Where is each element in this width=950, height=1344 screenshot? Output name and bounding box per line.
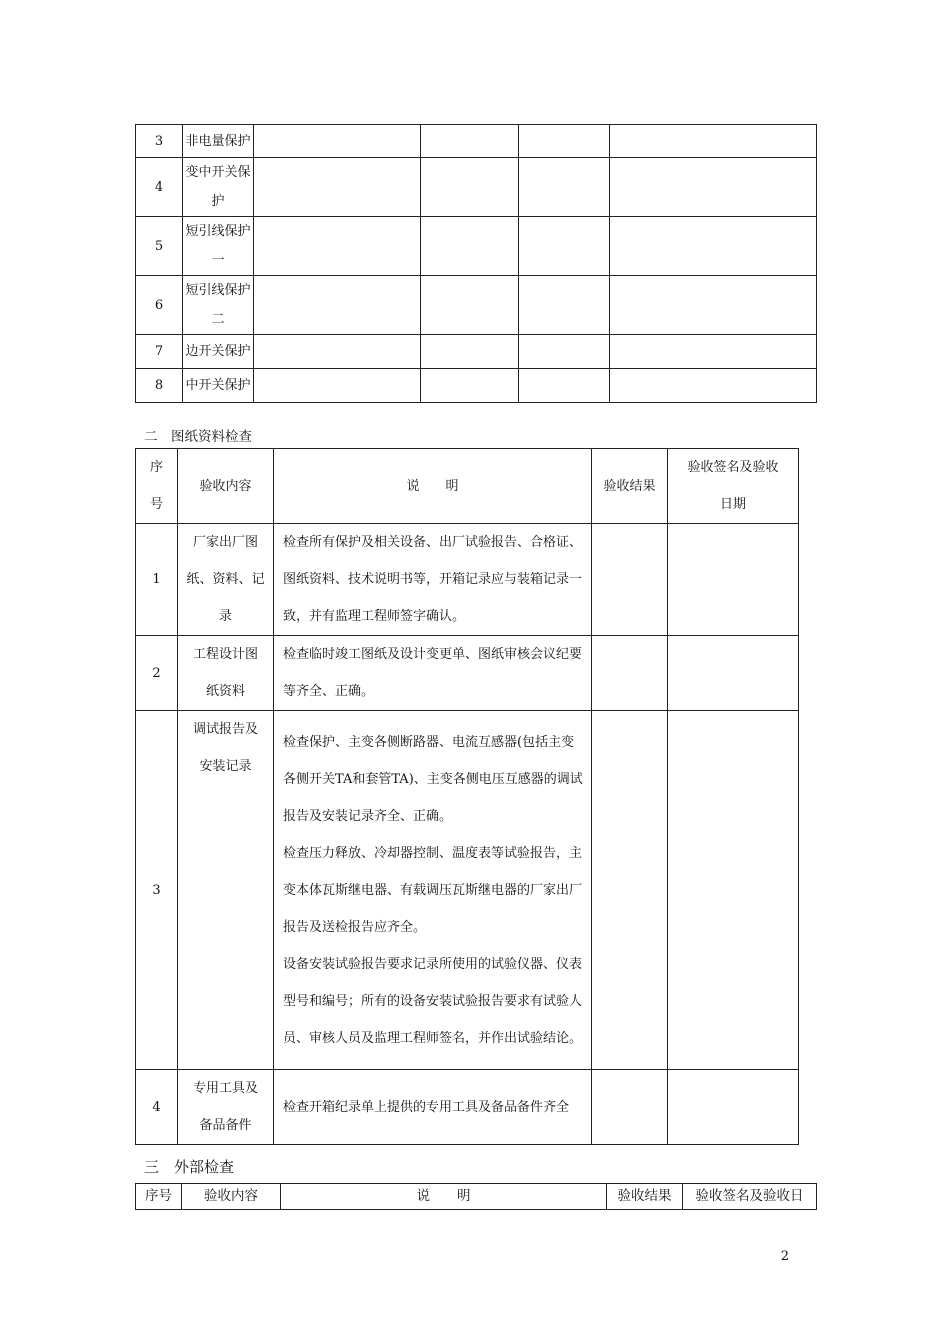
row-desc xyxy=(274,711,592,1070)
header-sign: 验收签名及验收日 xyxy=(683,1184,817,1210)
empty-cell xyxy=(254,217,421,276)
empty-cell xyxy=(254,335,421,369)
empty-cell xyxy=(519,335,610,369)
protection-item: 短引线保护 一 xyxy=(183,217,254,276)
empty-cell xyxy=(610,158,817,217)
table-row xyxy=(136,125,817,158)
row-number: 2 xyxy=(136,636,178,711)
header-desc: 说 明 xyxy=(281,1184,607,1210)
empty-cell xyxy=(610,276,817,335)
header-num: 序号 xyxy=(136,1184,182,1210)
table-row xyxy=(136,524,799,636)
row-content: 工程设计图 纸资料 xyxy=(178,636,274,711)
section-heading: 三 外部检查 xyxy=(144,1158,235,1176)
empty-cell xyxy=(421,369,519,403)
table-row xyxy=(136,217,817,276)
row-number: 4 xyxy=(136,158,183,217)
sign-cell xyxy=(668,524,799,636)
table-row xyxy=(136,369,817,403)
row-content: 专用工具及 备品备件 xyxy=(178,1070,274,1145)
row-desc: 检查所有保护及相关设备、出厂试验报告、合格证、图纸资料、技术说明书等，开箱记录应与装箱记录一致，并有监理工程师签字确认。 xyxy=(274,524,592,636)
row-number: 7 xyxy=(136,335,183,369)
result-cell xyxy=(592,1070,668,1145)
external-check-table xyxy=(135,1183,817,1210)
empty-cell xyxy=(421,158,519,217)
desc-paragraph: 设备安装试验报告要求记录所使用的试验仪器、仪表型号和编号；所有的设备安装试验报告要求有试验人员、审核人员及监理工程师签名，并作出试验结论。 xyxy=(283,956,583,1046)
header-result: 验收结果 xyxy=(607,1184,683,1210)
empty-cell xyxy=(610,125,817,158)
table-row xyxy=(136,711,799,1070)
result-cell xyxy=(592,524,668,636)
header-result: 验收结果 xyxy=(592,449,668,524)
desc-paragraph: 检查保护、主变各侧断路器、电流互感器(包括主变各侧开关TA和套管TA)、主变各侧电压互感器的调试报告及安装记录齐全、正确。 xyxy=(283,734,583,824)
header-content: 验收内容 xyxy=(182,1184,281,1210)
empty-cell xyxy=(610,369,817,403)
result-cell xyxy=(592,711,668,1070)
header-num: 序 号 xyxy=(136,449,178,524)
empty-cell xyxy=(254,276,421,335)
row-desc: 检查临时竣工图纸及设计变更单、图纸审核会议纪要等齐全、正确。 xyxy=(274,636,592,711)
empty-cell xyxy=(421,335,519,369)
empty-cell xyxy=(519,125,610,158)
table-row xyxy=(136,636,799,711)
empty-cell xyxy=(254,369,421,403)
protection-table xyxy=(135,124,817,403)
table-row xyxy=(136,1070,799,1145)
row-content: 调试报告及 安装记录 xyxy=(178,711,274,1070)
protection-item: 短引线保护 二 xyxy=(183,276,254,335)
header-sign: 验收签名及验收 日期 xyxy=(668,449,799,524)
sign-cell xyxy=(668,1070,799,1145)
empty-cell xyxy=(519,276,610,335)
empty-cell xyxy=(610,217,817,276)
table-row xyxy=(136,276,817,335)
empty-cell xyxy=(421,276,519,335)
empty-cell xyxy=(519,217,610,276)
section-heading: 二 图纸资料检查 xyxy=(144,429,252,445)
table-row xyxy=(136,335,817,369)
empty-cell xyxy=(254,125,421,158)
sign-cell xyxy=(668,711,799,1070)
page-number: 2 xyxy=(780,1249,789,1264)
row-number: 5 xyxy=(136,217,183,276)
protection-item: 中开关保护 xyxy=(183,369,254,403)
header-desc: 说 明 xyxy=(274,449,592,524)
row-number: 3 xyxy=(136,125,183,158)
row-desc: 检查开箱纪录单上提供的专用工具及备品备件齐全 xyxy=(274,1070,592,1145)
sign-cell xyxy=(668,636,799,711)
row-content: 厂家出厂图 纸、资料、记 录 xyxy=(178,524,274,636)
drawings-check-table xyxy=(135,448,799,1145)
protection-item: 非电量保护 xyxy=(183,125,254,158)
empty-cell xyxy=(610,335,817,369)
row-number: 3 xyxy=(136,711,178,1070)
desc-paragraph: 检查压力释放、冷却器控制、温度表等试验报告，主变本体瓦斯继电器、有载调压瓦斯继电器的厂家出厂报告及送检报告应齐全。 xyxy=(283,845,583,935)
empty-cell xyxy=(519,158,610,217)
header-content: 验收内容 xyxy=(178,449,274,524)
protection-item: 边开关保护 xyxy=(183,335,254,369)
result-cell xyxy=(592,636,668,711)
row-number: 8 xyxy=(136,369,183,403)
empty-cell xyxy=(421,217,519,276)
row-number: 6 xyxy=(136,276,183,335)
header-row xyxy=(136,449,799,524)
row-number: 1 xyxy=(136,524,178,636)
table-row xyxy=(136,158,817,217)
row-number: 4 xyxy=(136,1070,178,1145)
protection-item: 变中开关保 护 xyxy=(183,158,254,217)
empty-cell xyxy=(254,158,421,217)
header-row xyxy=(136,1184,817,1210)
empty-cell xyxy=(519,369,610,403)
empty-cell xyxy=(421,125,519,158)
